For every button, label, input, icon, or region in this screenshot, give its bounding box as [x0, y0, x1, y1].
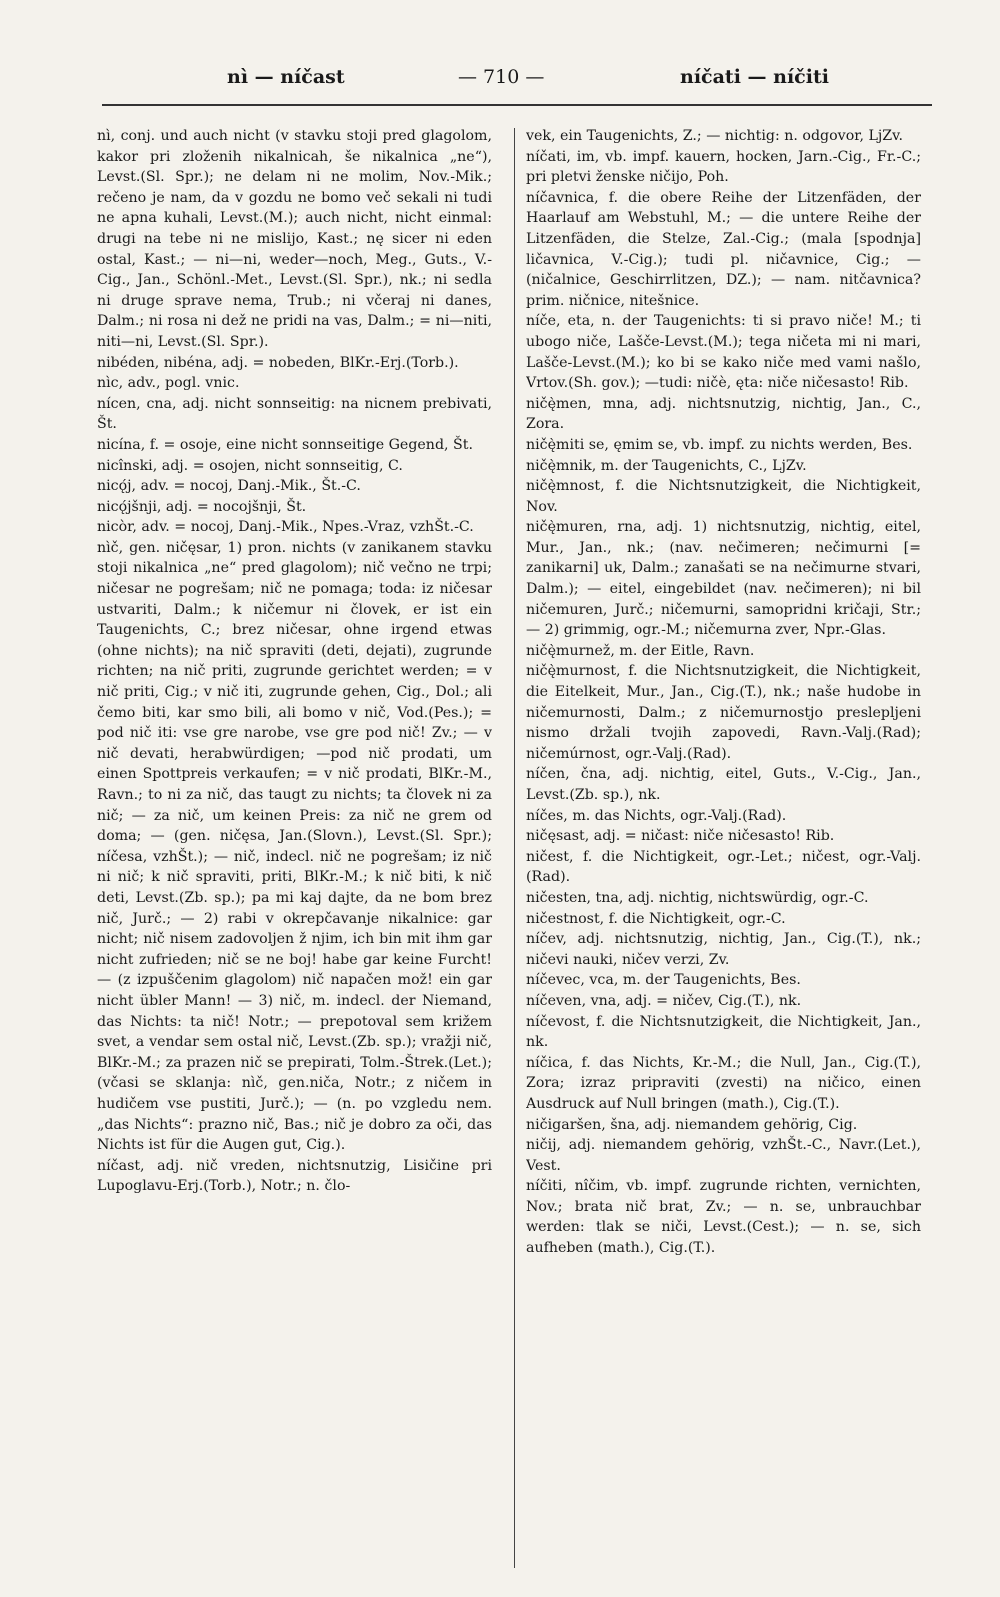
header-left-guideword: nì — níčast — [227, 66, 345, 88]
entry-nicavnica: níčavnica, f. die obere Reihe der Litzenfäden, der Haarlauf am Webstuhl, M.; — die untere Reihe der Litzenfäden, die Stelze, Zal.-Cig.; (mala [spodnja] ličavnica, V.-Cig.); tudi pl. ničavnice, Cig.; — (ničalnice, Geschirrlitzen, DZ.); — nam. nitčavnica? prim. ničnice, nitešnice. — [526, 189, 921, 309]
entry-nicemiti: ničę̀miti se, ęmim se, vb. impf. zu nichts werden, Bes. — [526, 436, 913, 453]
entry-nicati: níčati, im, vb. impf. kauern, hocken, Jarn.-Cig., Fr.-C.; pri pletvi ženske ničijo, Poh. — [526, 148, 921, 186]
entry-nicemnost: ničę̀mnost, f. die Nichtsnutzigkeit, die Nichtigkeit, Nov. — [526, 478, 921, 515]
entry-nicen2: níčen, čna, adj. nichtig, eitel, Guts., V.-Cig., Jan., Levst.(Zb. sp.), nk. — [526, 766, 921, 803]
page-header — [0, 56, 1000, 96]
entry-nicina: nicína, f. = osoje, eine nicht sonnseitige Gegend, Št. — [97, 436, 473, 453]
entry-nicemen: ničę̀men, mna, adj. nichtsnutzig, nichtig, Jan., C., Zora. — [526, 395, 921, 433]
left-column — [97, 126, 492, 1581]
header-rule — [102, 104, 932, 106]
entry-ni: nì, conj. und auch nicht (v stavku stoji pred glagolom, kakor pri zloženih nikalnicah, še nikalnica „ne“), Levst.(Sl. Spr.); ne delam ni ne molim, Nov.-Mik.; rečeno je nam, da v gozdu ne bomo več sekali ni tudi ne apna kuhali, Levst.(M.); auch nicht, nicht einmal: drugi na tebe ni ne mislijo, Kast.; nę sicer ni eden ostal, Kast.; — ni—ni, weder—noch, Meg., Guts., V.-Cig., Jan., Schönl.-Met., Levst.(Sl. Spr.), nk.; ni sedla ni druge sprave nema, Trub.; ni včeraj ni danes, Dalm.; ni rosa ni dež ne pridi na vas, Dalm.; = ni—niti, niti—ni, Levst.(Sl. Spr.). — [97, 128, 492, 350]
right-column — [526, 126, 921, 1581]
entry-nice: níče, eta, n. der Taugenichts: ti si pravo niče! M.; ti ubogo niče, Lašče-Levst.(M.); tega ničeta mi ni mari, Lašče-Levst.(M.); ko bi se kako niče med vami našlo, Vrtov.(Sh. gov.); —tudi: ničè, ęta: niče ničesasto! Rib. — [526, 313, 921, 392]
entry-nices: níčes, m. das Nichts, ogr.-Valj.(Rad). — [526, 807, 787, 824]
entry-nicevost: níčevost, f. die Nichtsnutzigkeit, die Nichtigkeit, Jan., nk. — [526, 1013, 921, 1051]
entry-nicemurnost: ničę̀murnost, f. die Nichtsnutzigkeit, die Nichtigkeit, die Eitelkeit, Mur., Jan., Cig.(T.), nk.; naše hudobe in ničemurnosti, Dalm.; z ničemurnostjo presleplјeni nismo držali tvojih zapovedi, Ravn.-Valj.(Rad); ničemúrnost, ogr.-Valj.(Rad). — [526, 663, 921, 762]
header-right-guideword: níčati — níčiti — [680, 66, 829, 88]
column-divider — [514, 128, 515, 1568]
page-number: — 710 — — [458, 66, 545, 88]
entry-nic: nìč, gen. ničęsar, 1) pron. nichts (v zanikanem stavku stoji nikalnica „ne“ pred glagolom); nič večno ne trpi; ničesar ne pogrešam; nič ne pomaga; toda: iz ničesar ustvariti, Dalm.; k ničemur ni človek, er ist ein Taugenichts, C.; brez ničesar, ohne irgend etwas (ohne nichts); na nič spraviti (deti, dejati), zugrunde richten; na nič priti, zugrunde gerichtet werden; = v nič priti, Cig.; v nič iti, zugrunde gehen, Cig., Dol.; ali čemo biti, kar smo bili, ali bomo v nič, Vod.(Pes.); = pod nič iti: vse gre narobe, vse gre pod nič! Zv.; — v nič devati, herabwürdigen; —pod nič prodati, um einen Spottpreis verkaufen; = v nič prodati, BlKr.-M., Ravn.; to ni za nič, das taugt zu nichts; ta človek ni za nič; — za nič, um keinen Preis: za nič ne grem od doma; — (gen. ničęsa, Jan.(Slovn.), Levst.(Sl. Spr.); níčesa, vzhŠt.); — nič, indecl. nič ne pogrešam; iz nič ni nič; k nič spraviti, priti, BlKr.-M.; k nič biti, k nič deti, Levst.(Zb. sp.); pa mi kaj dajte, da ne bom brez nič, Jurč.; — 2) rabi v okrepčavanje nikalnice: gar nicht; nič nisem zadovoljen ž njim, ich bin mit ihm gar nicht zufrieden; nič se ne boj! habe gar keine Furcht! — (z izpuščenim glagolom) nič napačen mož! ein gar nicht übler Mann! — 3) nič, m. indecl. der Niemand, das Nichts: ta nič! Notr.; — prepotoval sem križem svet, a vendar sem ostal nič, Levst.(Zb. sp.); vražji nič, BlKr.-M.; za prazen nič se prepirati, Tolm.-Štrek.(Let.); (včasi se sklanja: nìč, gen.niča, Notr.; z ničem in hudičem vse pustiti, Jurč.); — (n. po vzgledu nem. „das Nichts“: prazno nič, Bas.; nič je dobro za oči, das Nichts ist für die Augen gut, Cig.). — [97, 539, 492, 1154]
entry-nicica: níčica, f. das Nichts, Kr.-M.; die Null, Jan., Cig.(T.), Zora; izraz pripraviti (zvesti) na ničico, einen Ausdruck auf Null bringen (math.), Cig.(T.). — [526, 1054, 921, 1112]
entry-niceven: níčeven, vna, adj. = ničev, Cig.(T.), nk. — [526, 992, 802, 1009]
entry-nibeden: nibéden, nibéna, adj. = nobeden, BlKr.-Erj.(Torb.). — [97, 354, 459, 371]
entry-nicen: nícen, cna, adj. nicht sonnseitig: na nicnem prebivati, Št. — [97, 395, 492, 433]
entry-nicemuren: ničę̀muren, rna, adj. 1) nichtsnutzig, nichtig, eitel, Mur., Jan., nk.; (nav. nečimeren; nečimurni [= zanikarni] uk, Dalm.; zanašati se na nečimurne stvari, Dalm.); — eitel, eingebildet (nav. nečimeren); ni bil ničemuren, Jurč.; ničemurni, samopridni kričaji, Str.; — 2) grimmig, ogr.-M.; ničemurna zver, Npr.-Glas. — [526, 519, 921, 639]
entry-nicast-cont: vek, ein Taugenichts, Z.; — nichtig: n. odgovor, LjZv. — [526, 128, 903, 144]
entry-nicor: nicòr, adv. = nocoj, Danj.-Mik., Npes.-Vraz, vzhŠt.-C. — [97, 519, 474, 536]
entry-nicesten: ničesten, tna, adj. nichtig, nichtswürdig, ogr.-C. — [526, 889, 869, 906]
entry-nicevec: níčevec, vca, m. der Taugenichts, Bes. — [526, 972, 801, 989]
entry-nicemurnez: ničę̀murnež, m. der Eitle, Ravn. — [526, 642, 755, 659]
entry-nicoj: nicǫ́j, adv. = nocoj, Danj.-Mik., Št.-C. — [97, 478, 361, 495]
entry-nicigarsen: ničigaršen, šna, adj. niemandem gehörig, Cig. — [526, 1116, 858, 1133]
entry-nicestnost: ničestnost, f. die Nichtigkeit, ogr.-C. — [526, 910, 786, 927]
entry-nicinski: nicînski, adj. = osojen, nicht sonnseitig, C. — [97, 457, 403, 474]
entry-nicojsnji: nicǫ́jšnji, adj. = nocojšnji, Št. — [97, 498, 307, 515]
entry-nicij: ničij, adj. niemandem gehörig, vzhŠt.-C., Navr.(Let.), Vest. — [526, 1137, 921, 1174]
entry-nicest: ničest, f. die Nichtigkeit, ogr.-Let.; ničest, ogr.-Valj.(Rad). — [526, 848, 921, 886]
entry-nicemnik: ničę̀mnik, m. der Taugenichts, C., LjZv. — [526, 457, 807, 474]
entry-nicesast: ničęsast, adj. = ničast: niče ničesasto! Rib. — [526, 828, 835, 845]
entry-nicev: níčev, adj. nichtsnutzig, nichtig, Jan., Cig.(T.), nk.; ničevi nauki, ničev verzi, Zv. — [526, 931, 921, 968]
entry-nic-adv: nìc, adv., pogl. vnic. — [97, 375, 240, 392]
entry-niciti: níčiti, nîčim, vb. impf. zugrunde richten, vernichten, Nov.; brata nič brat, Zv.; — n. se, unbrauchbar werden: tlak se niči, Levst.(Cest.); — n. se, sich aufheben (math.), Cig.(T.). — [526, 1178, 921, 1257]
entry-nicast: níčast, adj. nič vreden, nichtsnutzig, Lisičine pri Lupoglavu-Erj.(Torb.), Notr.; n. člo- — [97, 1157, 492, 1195]
